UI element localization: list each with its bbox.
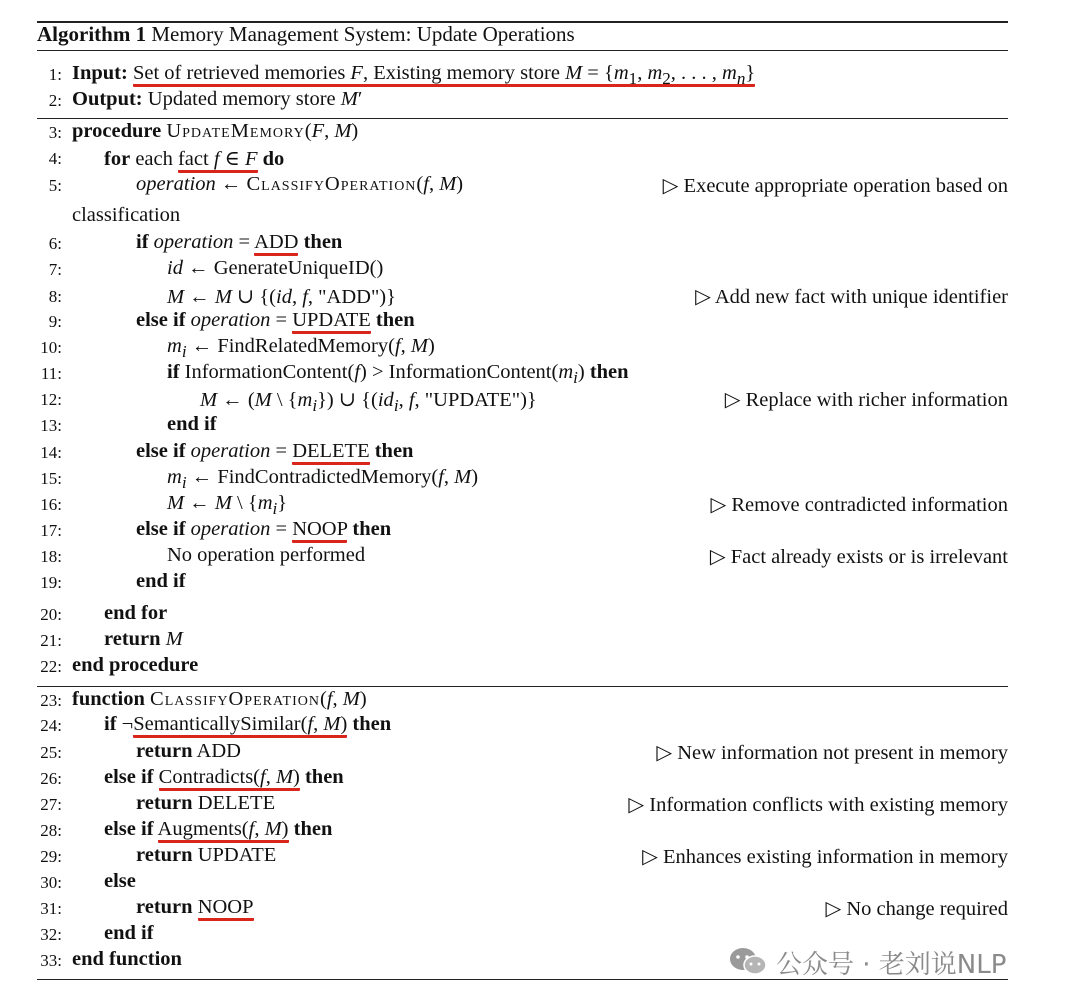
line-number: 7: [48, 260, 62, 279]
line-code: M ← M ∪ {(id, f, "ADD")} [167, 286, 396, 308]
algorithm-line [37, 466, 1008, 492]
algorithm-line [37, 654, 1008, 680]
algorithm-line [37, 713, 1008, 739]
line-code: return ADD [136, 740, 241, 762]
algorithm-line [37, 335, 1008, 361]
line-code: M ← M \ $\{m_i\}$ [167, 492, 288, 519]
line-number: 9: [48, 312, 62, 331]
line-code: $m_i$ ← FindRelatedMemory(f, M) [167, 335, 435, 362]
algorithm-line [37, 518, 1008, 544]
line-code: else if operation = DELETE then [136, 440, 413, 463]
algorithm-title [37, 22, 575, 47]
algorithm-line [37, 544, 1008, 570]
line-code: if operation = ADD then [136, 231, 342, 254]
line-number: 6: [48, 234, 62, 253]
line-number: 26: [40, 769, 62, 788]
algorithm-line [37, 870, 1008, 896]
line-number: 3: [48, 123, 62, 142]
line-number: 2: [48, 91, 62, 110]
algorithm-label: Algorithm 1 [37, 22, 147, 46]
line-number: 19: [40, 573, 62, 592]
line-number: 33: [40, 951, 62, 970]
line-comment: ▷ New information not present in memory [656, 742, 1008, 764]
line-number: 4: [48, 149, 62, 168]
algorithm-line [37, 628, 1008, 654]
line-code: end if [136, 570, 186, 592]
line-code: No operation performed [167, 544, 366, 566]
title-rule [37, 50, 1008, 51]
line-number: 30: [40, 873, 62, 892]
algorithm-line [37, 492, 1008, 518]
line-code: procedure UpdateMemory(F, M) [72, 120, 359, 142]
algorithm-title-text: Memory Management System: Update Operations [151, 22, 575, 46]
algorithm-line [37, 284, 1008, 310]
line-code: end if [167, 413, 217, 435]
line-code: else if Contradicts(f, M) then [104, 766, 344, 789]
algorithm-line [37, 818, 1008, 844]
line-code: Input: Set of retrieved memories F, Existing memory store $M = \{m_1$, $m_2$, . . . , $m_n$} [72, 62, 756, 89]
line-code: return NOOP [136, 896, 254, 919]
line-code: if ¬SemanticallySimilar(f, M) then [104, 713, 391, 736]
algorithm-line [37, 173, 1008, 199]
algorithm-line-continuation [37, 204, 1008, 230]
algorithm-line [37, 309, 1008, 335]
line-number: 17: [40, 521, 62, 540]
line-number: 12: [40, 390, 62, 409]
line-number: 31: [40, 899, 62, 918]
line-number: 8: [48, 287, 62, 306]
algorithm-line [37, 570, 1008, 596]
line-code: if InformationContent(f) > $InformationContent(m_i)$ then [167, 361, 629, 388]
comment-continuation: classification [72, 204, 181, 226]
line-code: end function [72, 948, 182, 970]
algorithm-line [37, 413, 1008, 439]
line-code: return DELETE [136, 792, 276, 814]
algorithm-line [37, 146, 1008, 172]
algorithm-line [37, 844, 1008, 870]
line-code: $m_i$ ← FindContradictedMemory(f, M) [167, 466, 479, 493]
line-number: 5: [48, 176, 62, 195]
line-number: 18: [40, 547, 62, 566]
line-comment: ▷ Fact already exists or is irrelevant [709, 546, 1008, 568]
procedure-rule [37, 686, 1008, 687]
line-code: id ← GenerateUniqueID() [167, 257, 384, 279]
watermark-text: 公众号 · 老刘说NLP [776, 950, 1007, 980]
line-number: 1: [48, 65, 62, 84]
algorithm-line [37, 688, 1008, 714]
algorithm-line [37, 440, 1008, 466]
line-comment: ▷ Execute appropriate operation based on [662, 175, 1008, 197]
line-code: Output: Updated memory store M′ [72, 88, 363, 110]
line-number: 23: [40, 691, 62, 710]
line-code: return M [104, 628, 183, 650]
algorithm-line [37, 740, 1008, 766]
line-number: 29: [40, 847, 62, 866]
line-comment: ▷ Replace with richer information [724, 389, 1008, 411]
line-code: end procedure [72, 654, 199, 676]
line-code: else if operation = NOOP then [136, 518, 391, 541]
line-comment: ▷ Enhances existing information in memory [642, 846, 1008, 868]
line-comment: ▷ No change required [825, 898, 1008, 920]
line-comment: ▷ Information conflicts with existing memory [628, 794, 1008, 816]
line-number: 22: [40, 657, 62, 676]
line-number: 27: [40, 795, 62, 814]
line-number: 28: [40, 821, 62, 840]
line-code: function ClassifyOperation(f, M) [72, 688, 367, 710]
algorithm-line [37, 88, 1008, 114]
line-code: M ← (M \ $\{m_i\}$) ∪ {($id_i$, f, "UPDATE")} [200, 389, 537, 416]
line-code: else if operation = UPDATE then [136, 309, 415, 332]
line-comment: ▷ Add new fact with unique identifier [695, 286, 1008, 308]
line-number: 25: [40, 743, 62, 762]
algorithm-line [37, 231, 1008, 257]
watermark [728, 944, 1006, 985]
line-number: 14: [40, 443, 62, 462]
algorithm-line [37, 896, 1008, 922]
io-rule [37, 118, 1008, 119]
algorithm-line [37, 792, 1008, 818]
line-number: 13: [40, 416, 62, 435]
algorithm-line [37, 387, 1008, 416]
algorithm-line [37, 766, 1008, 792]
line-number: 11: [40, 364, 62, 383]
line-number: 21: [40, 631, 62, 650]
algorithm-line [37, 120, 1008, 146]
line-code: end for [104, 602, 168, 624]
line-comment: ▷ Remove contradicted information [710, 494, 1008, 516]
line-number: 10: [40, 338, 62, 357]
line-number: 24: [40, 716, 62, 735]
algorithm-line [37, 361, 1008, 387]
line-number: 15: [40, 469, 62, 488]
algorithm-line [37, 62, 1008, 88]
line-number: 20: [40, 605, 62, 624]
line-code: operation ← ClassifyOperation(f, M) [136, 173, 464, 195]
line-code: else if Augments(f, M) then [104, 818, 332, 841]
line-code: for each fact f ∈ F do [104, 146, 284, 171]
algorithm-line [37, 602, 1008, 628]
line-number: 16: [40, 495, 62, 514]
algorithm-line [37, 257, 1008, 283]
line-code: else [104, 870, 136, 892]
line-number: 32: [40, 925, 62, 944]
line-code: end if [104, 922, 154, 944]
wechat-icon [728, 946, 768, 985]
line-code: return UPDATE [136, 844, 277, 866]
